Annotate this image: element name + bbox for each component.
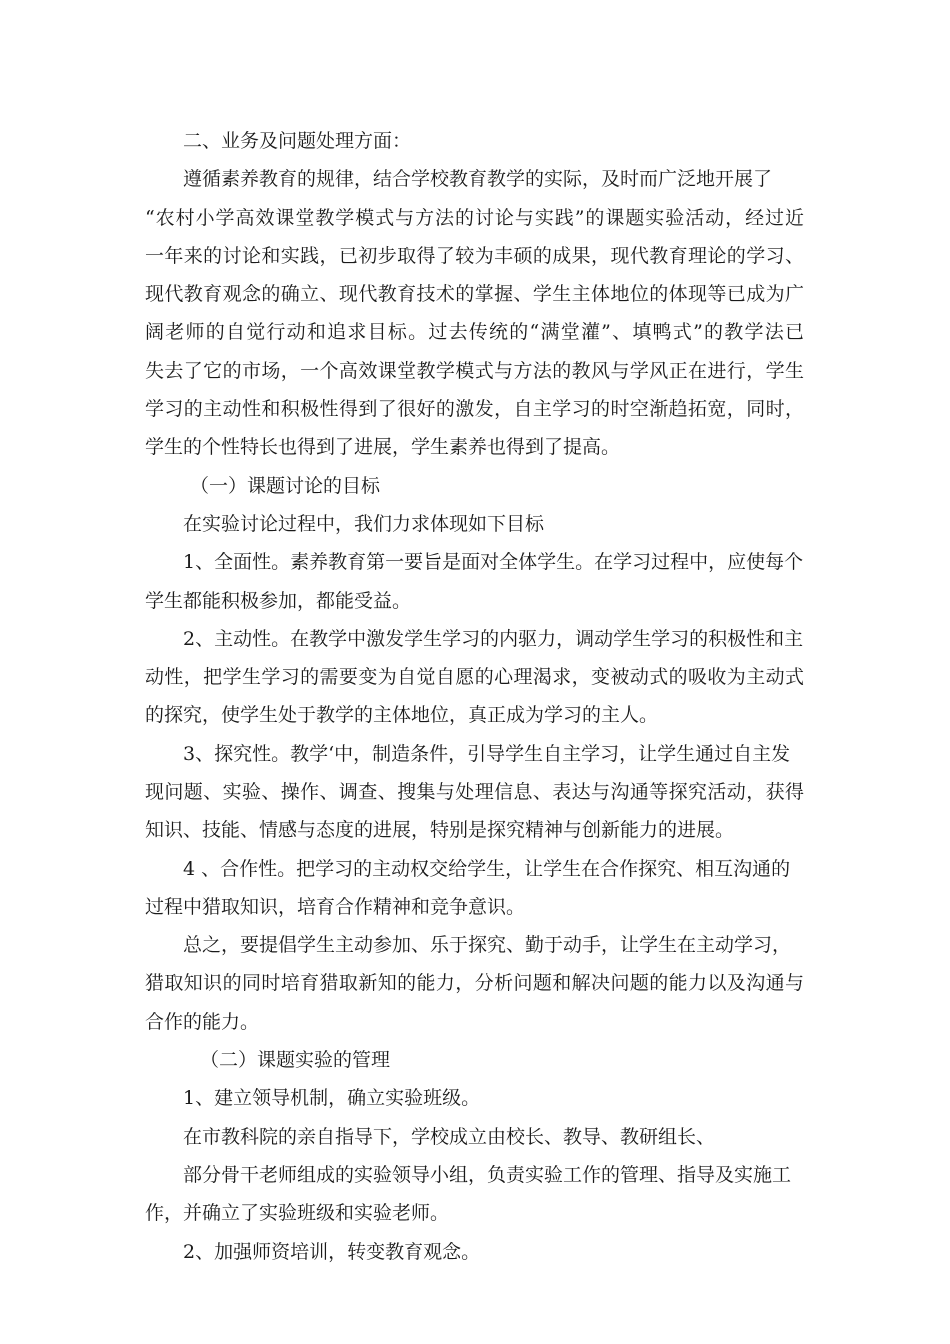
subsection-heading-two: （二）课题实验的管理 [200,1049,391,1071]
list-item-line: 现问题、实验、操作、调查、搜集与处理信息、表达与沟通等探究活动，获得 [145,781,804,803]
paragraph-line: 一年来的讨论和实践，已初步取得了较为丰硕的成果，现代教育理论的学习、 [145,245,804,267]
list-item-line: 过程中猎取知识，培育合作精神和竞争意识。 [145,896,526,918]
paragraph-line: 部分骨干老师组成的实验领导小组，负责实验工作的管理、指导及实施工 [183,1164,792,1186]
paragraph-line: 在实验讨论过程中，我们力求体现如下目标 [183,513,545,535]
paragraph-line: 猎取知识的同时培育猎取新知的能力，分析问题和解决问题的能力以及沟通与 [145,972,804,994]
list-item-line: 3、探究性。教学‘中，制造条件，引导学生自主学习，让学生通过自主发 [183,743,791,765]
list-item-line: 4 、合作性。把学习的主动权交给学生，让学生在合作探究、相互沟通的 [183,858,791,880]
paragraph-line: 现代教育观念的确立、现代教育技术的掌握、学生主体地位的体现等已成为广 [145,283,804,305]
paragraph-line: 作，并确立了实验班级和实验老师。 [145,1202,450,1224]
paragraph-line: 阔老师的自觉行动和追求目标。过去传统的“满堂灌”、填鸭式”的教学法已 [145,321,804,343]
list-item-line: 学生都能积极参加，都能受益。 [145,590,412,612]
list-item-line: 2、加强师资培训，转变教育观念。 [183,1241,481,1263]
paragraph-line: 学习的主动性和积极性得到了很好的激发，自主学习的时空渐趋拓宽，同时， [145,398,804,420]
paragraph-line: 合作的能力。 [145,1011,260,1033]
paragraph-line: 失去了它的市场，一个高效课堂教学模式与方法的教风与学风正在进行，学生 [145,360,804,382]
paragraph-line: 总之，要提倡学生主动参加、乐于探究、勤于动手，让学生在主动学习， [183,934,792,956]
list-item-line: 2、主动性。在教学中激发学生学习的内驱力，调动学生学习的积极性和主 [183,628,804,650]
paragraph-line: “农村小学高效课堂教学模式与方法的讨论与实践”的课题实验活动，经过近 [145,207,804,229]
list-item-line: 1、建立领导机制，确立实验班级。 [183,1087,481,1109]
list-item-line: 动性，把学生学习的需要变为自觉自愿的心理渴求，变被动式的吸收为主动式 [145,666,804,688]
list-item-line: 的探究，使学生处于教学的主体地位，真正成为学习的主人。 [145,704,659,726]
paragraph-line: 遵循素养教育的规律，结合学校教育教学的实际，及时而广泛地开展了 [183,168,773,190]
paragraph-line: 学生的个性特长也得到了进展，学生素养也得到了提高。 [145,436,621,458]
subsection-heading-one: （一）课题讨论的目标 [190,475,381,497]
list-item-line: 知识、技能、情感与态度的进展，特别是探究精神与创新能力的进展。 [145,819,735,841]
section-heading-two: 二、业务及问题处理方面： [183,130,412,152]
paragraph-line: 在市教科院的亲自指导下，学校成立由校长、教导、教研组长、 [183,1126,716,1148]
list-item-line: 1、全面性。素养教育第一要旨是面对全体学生。在学习过程中，应使每个 [183,551,804,573]
